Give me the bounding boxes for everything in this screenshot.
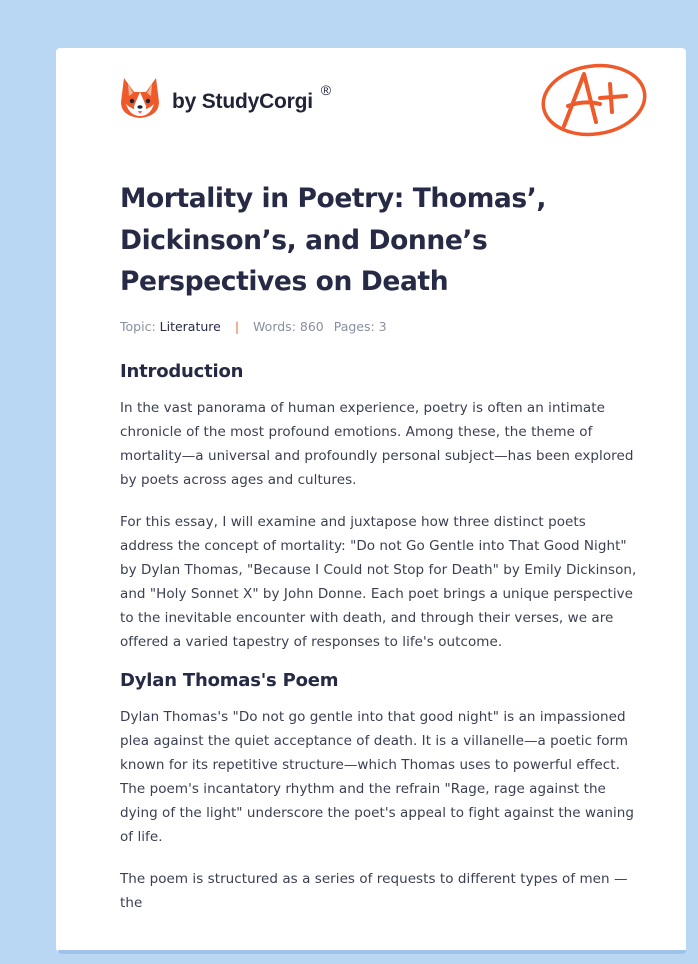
paragraph: For this essay, I will examine and juxtapose how three distinct poets address the concept of mortality: "Do not Go Gentle into That Good Night" by Dylan Thomas, "Because I Could not Stop for Death" by Emily Dickinson, and "Holy Sonnet X" by John Donne. Each poet brings a unique perspective to the inevitable encounter with death, and through their verses, we are offered a varied tapestry of responses to life's outcome. (120, 513, 637, 650)
a-plus-icon (538, 60, 648, 142)
paragraph: In the vast panorama of human experience, poetry is often an intimate chronicle of the most profound emotions. Among these, the theme of mortality—a universal and profoundly personal subject—has been explored by poets across ages and cultures. (120, 399, 634, 488)
corgi-icon (120, 76, 160, 120)
registered-mark: ® (320, 82, 331, 98)
section-heading-dylan-thomas: Dylan Thomas's Poem (120, 669, 339, 691)
document-content (120, 178, 640, 915)
page-bottom-edge (58, 950, 686, 954)
section-heading-introduction: Introduction (120, 360, 244, 382)
word-count: Words: 860 (253, 318, 324, 334)
meta-separator: | (234, 318, 240, 334)
paragraph: Dylan Thomas's "Do not go gentle into that good night" is an impassioned plea against the quiet acceptance of death. It is a villanelle—a poetic form known for its repetitive structure—which Thomas uses to powerful effect. The poem's incantatory rhythm and the refrain "Rage, rage against the dying of the light" underscore the poet's appeal to fight against the waning of life. (120, 708, 635, 845)
studycorgi-logo[interactable] (120, 76, 331, 120)
page-title: Mortality in Poetry: Thomas’, Dickinson’s, and Donne’s Perspectives on Death (120, 183, 547, 297)
document-page (56, 48, 686, 952)
brand-name-text: by StudyCorgi (172, 90, 313, 113)
topic-link[interactable]: Literature (159, 318, 221, 334)
grade-badge (538, 60, 648, 146)
topic-label: Topic: (120, 318, 156, 334)
page-count: Pages: 3 (333, 318, 387, 334)
article-meta (120, 319, 640, 334)
paragraph: The poem is structured as a series of requests to different types of men —the (120, 870, 628, 911)
brand-name (172, 82, 331, 114)
